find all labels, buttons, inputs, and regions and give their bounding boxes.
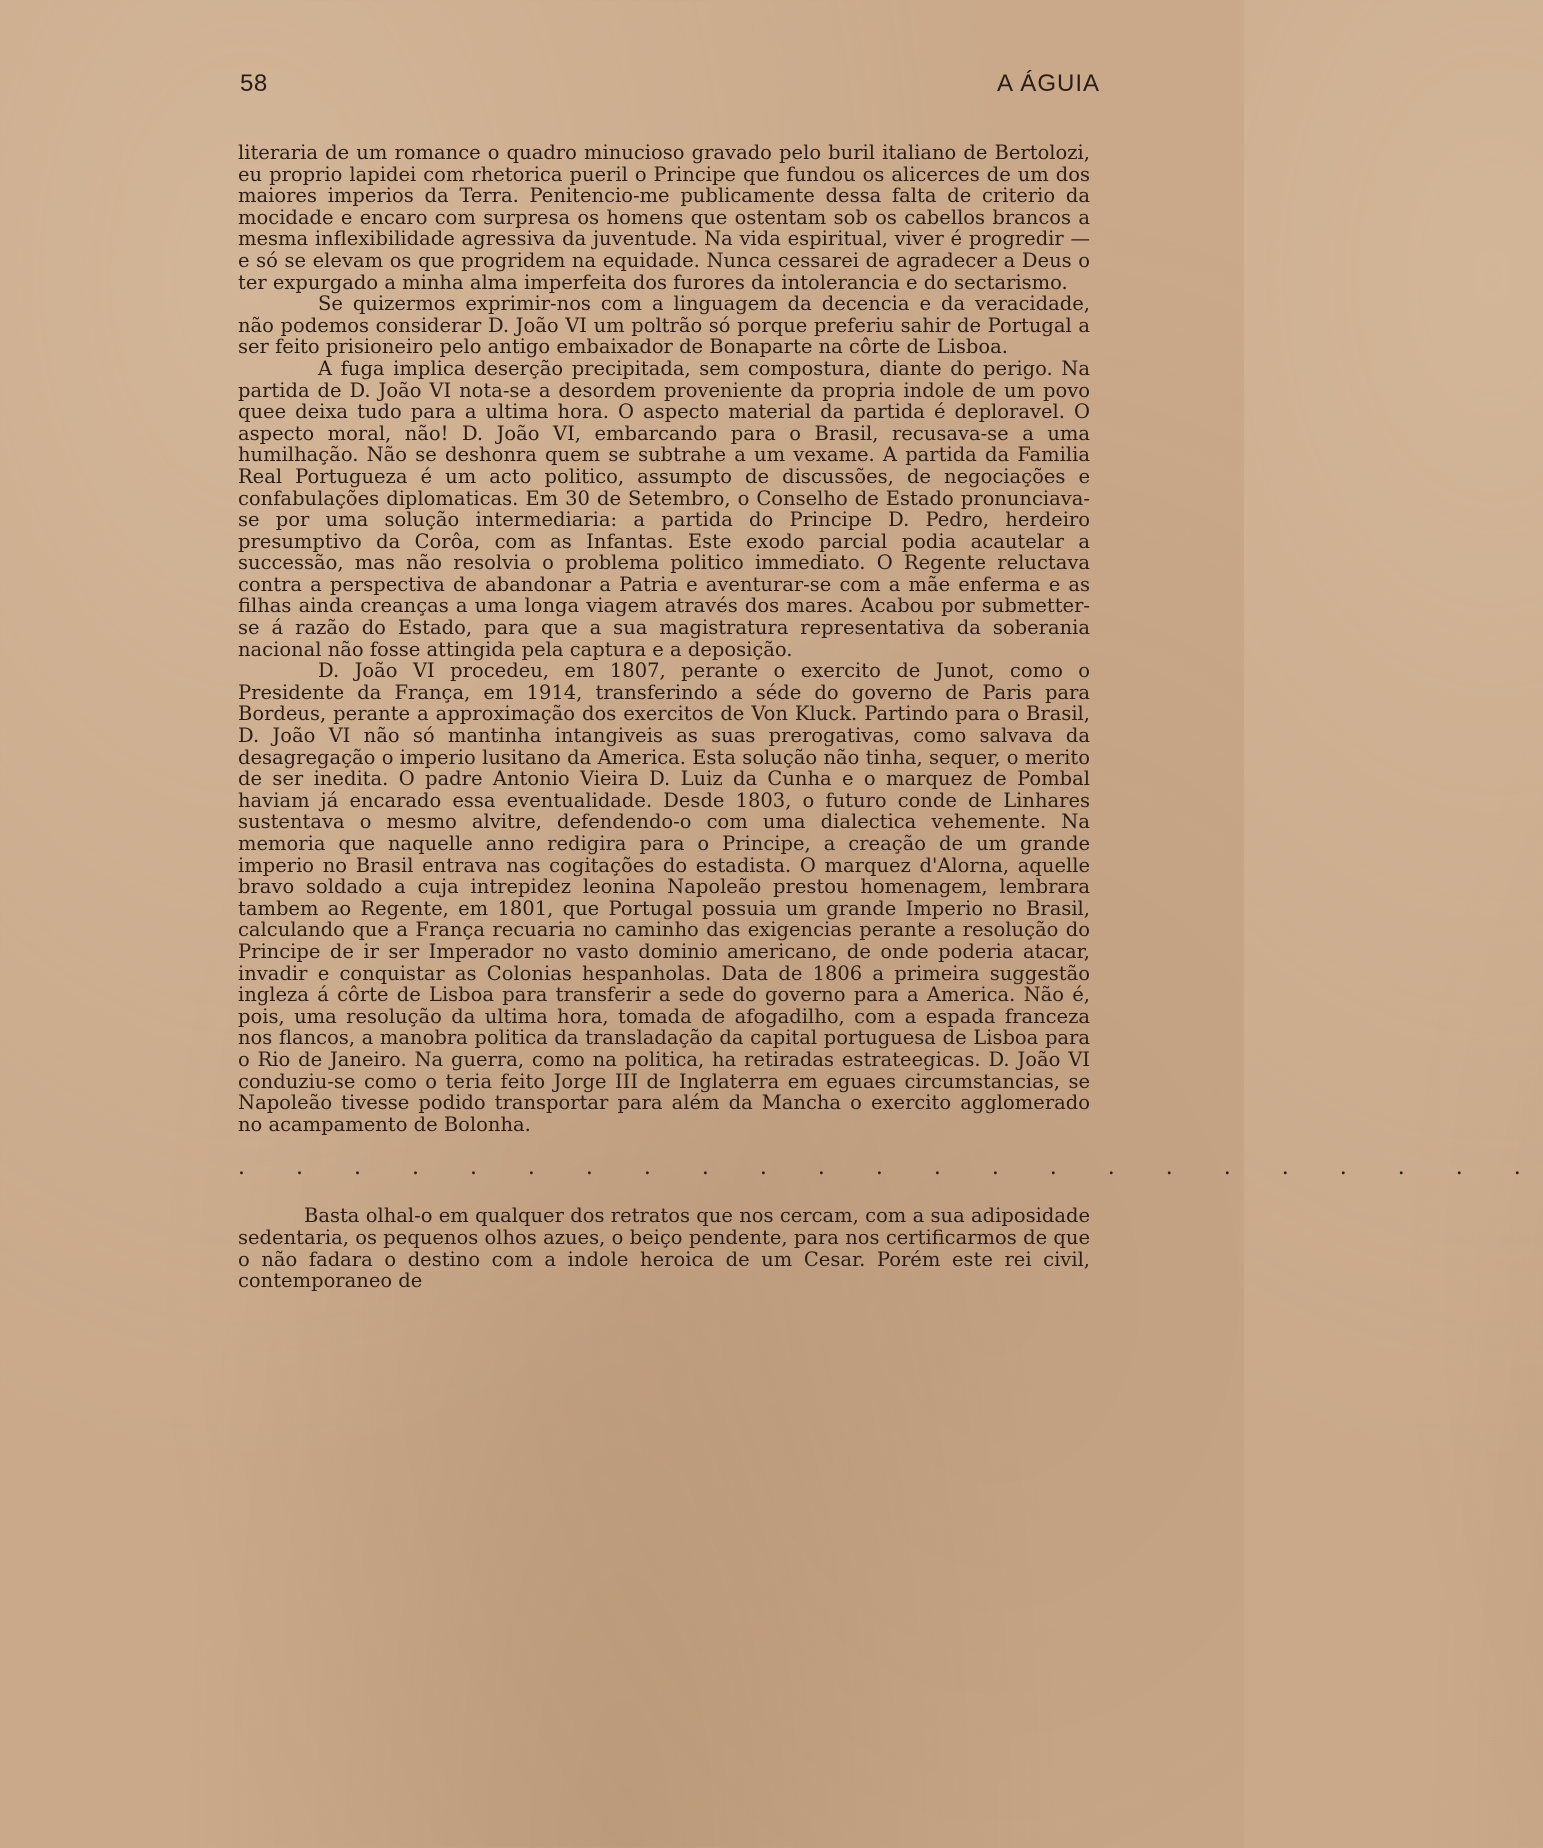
page-number: 58 [240, 70, 268, 97]
journal-title: A ÁGUIA [996, 70, 1100, 97]
paragraph-3: A fuga implica deserção precipitada, sem compostura, diante do perigo. Na partida de D. João VI nota-se a desordem proveniente da propria indole de um povo quee deixa tudo para a ultima hora. O aspecto material da partida é deploravel. O aspecto moral, não! D. João VI, embarcando para o Brasil, recusava-se a uma humilhação. Não se deshonra quem se subtrahe a um vexame. A partida da Familia Real Portugueza é um acto politico, assumpto de discussões, de negociações e confabulações diplomaticas. Em 30 de Setembro, o Conselho de Estado pronunciava-se por uma solução intermediaria: a partida do Principe D. Pedro, herdeiro presumptivo da Corôa, com as Infantas. Este exodo parcial podia acautelar a successão, mas não resolvia o problema politico immediato. O Regente reluctava contra a perspectiva de abandonar a Patria e aventurar-se com a mãe enferma e as filhas ainda creanças a uma longa viagem através dos mares. Acabou por submetter-se á razão do Estado, para que a sua magistratura representativa da soberania nacional não fosse attingida pela captura e a deposição. [238, 356, 1090, 661]
running-head [240, 70, 1100, 98]
paragraph-4: D. João VI procedeu, em 1807, perante o exercito de Junot, como o Presidente da França, em 1914, transferindo a séde do governo de Paris para Bordeus, perante a approximação dos exercitos de Von Kluck. Partindo para o Brasil, D. João VI não só mantinha intangiveis as suas prerogativas, como salvava da desagregação o imperio lusitano da America. Esta solução não tinha, sequer, o merito de ser inedita. O padre Antonio Vieira D. Luiz da Cunha e o marquez de Pombal haviam já encarado essa eventualidade. Desde 1803, o futuro conde de Linhares sustentava o mesmo alvitre, defendendo-o com uma dialectica vehemente. Na memoria que naquelle anno redigira para o Principe, a creação de um grande imperio no Brasil entrava nas cogitações do estadista. O marquez d'Alorna, aquelle bravo soldado a cuja intrepidez leonina Napoleão prestou homenagem, lembrara tambem ao Regente, em 1801, que Portugal possuia um grande Imperio no Brasil, calculando que a França recuaria no caminho das exigencias perante a resolução do Principe de ir ser Imperador no vasto dominio americano, de onde poderia atacar, invadir e conquistar as Colonias hespanholas. Data de 1806 a primeira suggestão ingleza á côrte de Lisboa para transferir a sede do governo para a America. Não é, pois, uma resolução da ultima hora, tomada de afogadilho, com a espada franceza nos flancos, a manobra politica da transladação da capital portuguesa de Lisboa para o Rio de Janeiro. Na guerra, como na politica, ha retiradas estrateegicas. D. João VI conduziu-se como o teria feito Jorge III de Inglaterra em eguaes circumstancias, se Napoleão tivesse podido transportar para além da Mancha o exercito agglomerado no acampamento de Bolonha. [238, 659, 1090, 1136]
paragraph-2: Se quizermos exprimir-nos com a linguagem da decencia e da veracidade, não podemos considerar D. João VI um poltrão só porque preferiu sahir de Portugal a ser feito prisioneiro pelo antigo embaixador de Bonaparte na côrte de Lisboa. [238, 292, 1090, 359]
paragraph-5: Basta olhal-o em qualquer dos retratos que nos cercam, com a sua adiposidade sedentaria, os pequenos olhos azues, o beiço pendente, para nos certificarmos de que o não fadara o destino com a indole heroica de um Cesar. Porém este rei civil, contemporaneo de [238, 1204, 1090, 1293]
section-break-dots: . . . . . . . . . . . . . . . . . . . . . . . [238, 1155, 1543, 1181]
paragraph-1: literaria de um romance o quadro minucioso gravado pelo buril italiano de Bertolozi, eu proprio lapidei com rhetorica pueril o Principe que fundou os alicerces de um dos maiores imperios da Terra. Penitencio-me publicamente dessa falta de criterio da mocidade e encaro com surpresa os homens que ostentam sob os cabellos brancos a mesma inflexibilidade agressiva da juventude. Na vida espiritual, viver é progredir — e só se elevam os que progridem na equidade. Nunca cessarei de agradecer a Deus o ter expurgado a minha alma imperfeita dos furores da intolerancia e do sectarismo. [238, 141, 1090, 294]
body-text [238, 141, 1543, 1293]
